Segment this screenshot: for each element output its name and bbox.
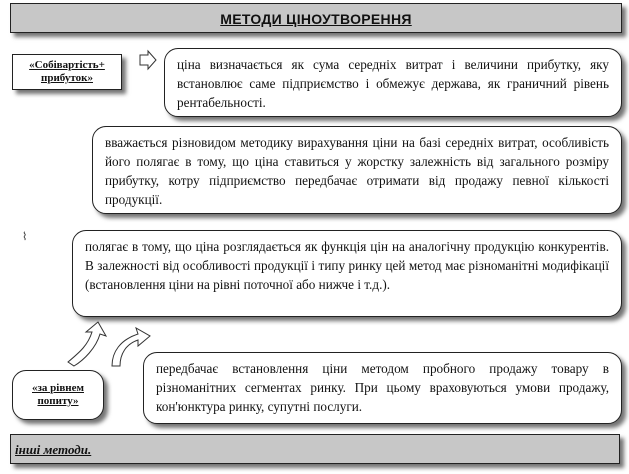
- diagram-title: МЕТОДИ ЦІНОУТВОРЕННЯ: [10, 3, 622, 33]
- curved-arrow-icon: [68, 322, 106, 366]
- method-description-cost-plus: ціна визначається як сума середніх витрат і величини прибутку, яку встановлює саме підприємство і обмежує держава, як граничний рівень рентабельності.: [164, 48, 622, 117]
- method-description-target-profit: вважається різновидом методику вирахування ціни на базі середніх витрат, особливість його полягає в тому, що ціна ставиться у жорстку залежність від загального розміру прибутку, котру підприємство передбачає отримати від продажу певної кількості продукції.: [92, 126, 622, 214]
- method-description-competitor-pricing: полягає в тому, що ціна розглядається як функція цін на аналогічну продукцію конкурентів. В залежності від особливості продукції і типу ринку цей метод має різноманітні модифікації (встановлення ціни на рівні поточної або нижче і т.д.).: [72, 230, 622, 317]
- method-description-demand-level: передбачає встановлення ціни методом пробного продажу товару в різноманітних сегментах ринку. При цьому враховуються умови продажу, кон'юнктура ринку, супутні послуги.: [143, 352, 622, 424]
- right-arrow-icon: [140, 51, 156, 69]
- broken-placeholder-mark: ⌇: [22, 230, 28, 243]
- other-methods-bar: інші методи.: [10, 434, 620, 464]
- curved-arrow-icon: [112, 328, 150, 366]
- method-label-cost-plus: «Собівартість+ прибуток»: [12, 54, 122, 90]
- method-label-demand-level: «за рівнем попиту»: [12, 370, 104, 420]
